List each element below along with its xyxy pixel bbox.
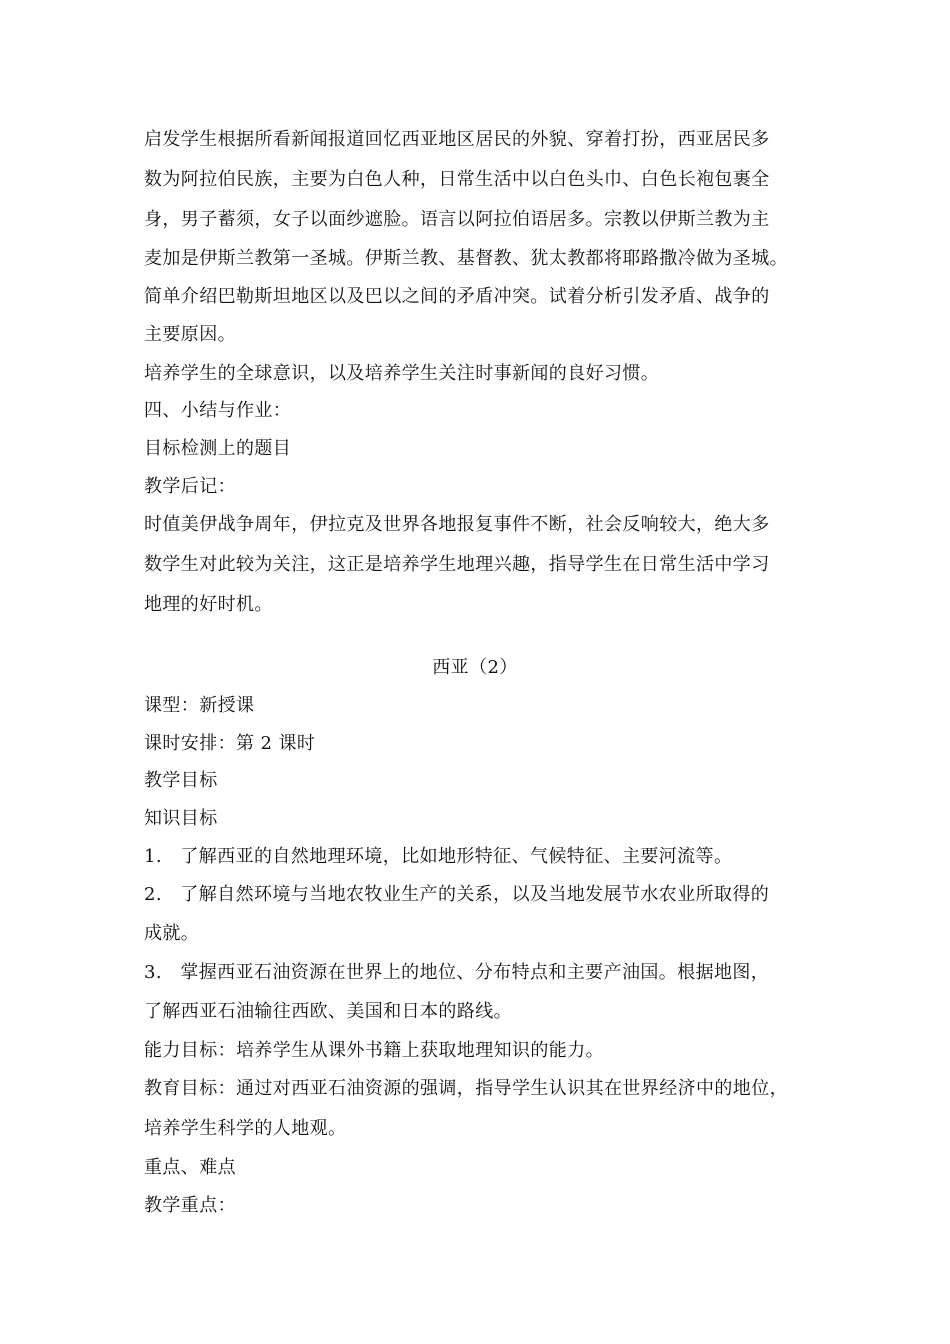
paragraph-line: 地理的好时机。: [144, 594, 273, 615]
list-item: 1. 了解西亚的自然地理环境，比如地形特征、气候特征、主要河流等。: [144, 846, 733, 867]
lesson-type: 课型：新授课: [144, 695, 255, 716]
paragraph-line: 简单介绍巴勒斯坦地区以及巴以之间的矛盾冲突。试着分析引发矛盾、战争的: [144, 286, 770, 307]
lesson-title: 西亚（2）: [432, 657, 518, 678]
paragraph-line: 数为阿拉伯民族，主要为白色人种，日常生活中以白色头巾、白色长袍包裹全: [144, 169, 770, 190]
list-item: 2. 了解自然环境与当地农牧业生产的关系，以及当地发展节水农业所取得的: [144, 884, 770, 905]
section-heading: 教学重点：: [144, 1195, 236, 1216]
paragraph-line: 能力目标：培养学生从课外书籍上获取地理知识的能力。: [144, 1040, 604, 1061]
paragraph-line: 培养学生的全球意识，以及培养学生关注时事新闻的良好习惯。: [144, 363, 660, 384]
list-item-continuation: 了解西亚石油输往西欧、美国和日本的路线。: [144, 1001, 512, 1022]
paragraph-line: 启发学生根据所看新闻报道回忆西亚地区居民的外貌、穿着打扮，西亚居民多: [144, 129, 770, 150]
section-heading: 知识目标: [144, 808, 218, 829]
lesson-schedule: 课时安排：第 2 课时: [144, 733, 316, 754]
paragraph-line: 麦加是伊斯兰教第一圣城。伊斯兰教、基督教、犹太教都将耶路撒冷做为圣城。: [144, 248, 788, 269]
paragraph-line: 时值美伊战争周年，伊拉克及世界各地报复事件不断，社会反响较大，绝大多: [144, 514, 770, 535]
paragraph-line: 数学生对此较为关注，这正是培养学生地理兴趣，指导学生在日常生活中学习: [144, 554, 770, 575]
paragraph-line: 主要原因。: [144, 324, 236, 345]
section-heading: 四、小结与作业：: [144, 400, 292, 421]
paragraph-line: 教育目标：通过对西亚石油资源的强调，指导学生认识其在世界经济中的地位，: [144, 1078, 788, 1099]
paragraph-line: 目标检测上的题目: [144, 438, 292, 459]
paragraph-line: 身，男子蓄须，女子以面纱遮脸。语言以阿拉伯语居多。宗教以伊斯兰教为主: [144, 209, 770, 230]
section-heading: 教学目标: [144, 770, 218, 791]
list-item: 3. 掌握西亚石油资源在世界上的地位、分布特点和主要产油国。根据地图，: [144, 962, 770, 983]
section-heading: 重点、难点: [144, 1157, 236, 1178]
list-item-continuation: 成就。: [144, 923, 200, 944]
section-heading: 教学后记：: [144, 476, 236, 497]
paragraph-line: 培养学生科学的人地观。: [144, 1118, 347, 1139]
